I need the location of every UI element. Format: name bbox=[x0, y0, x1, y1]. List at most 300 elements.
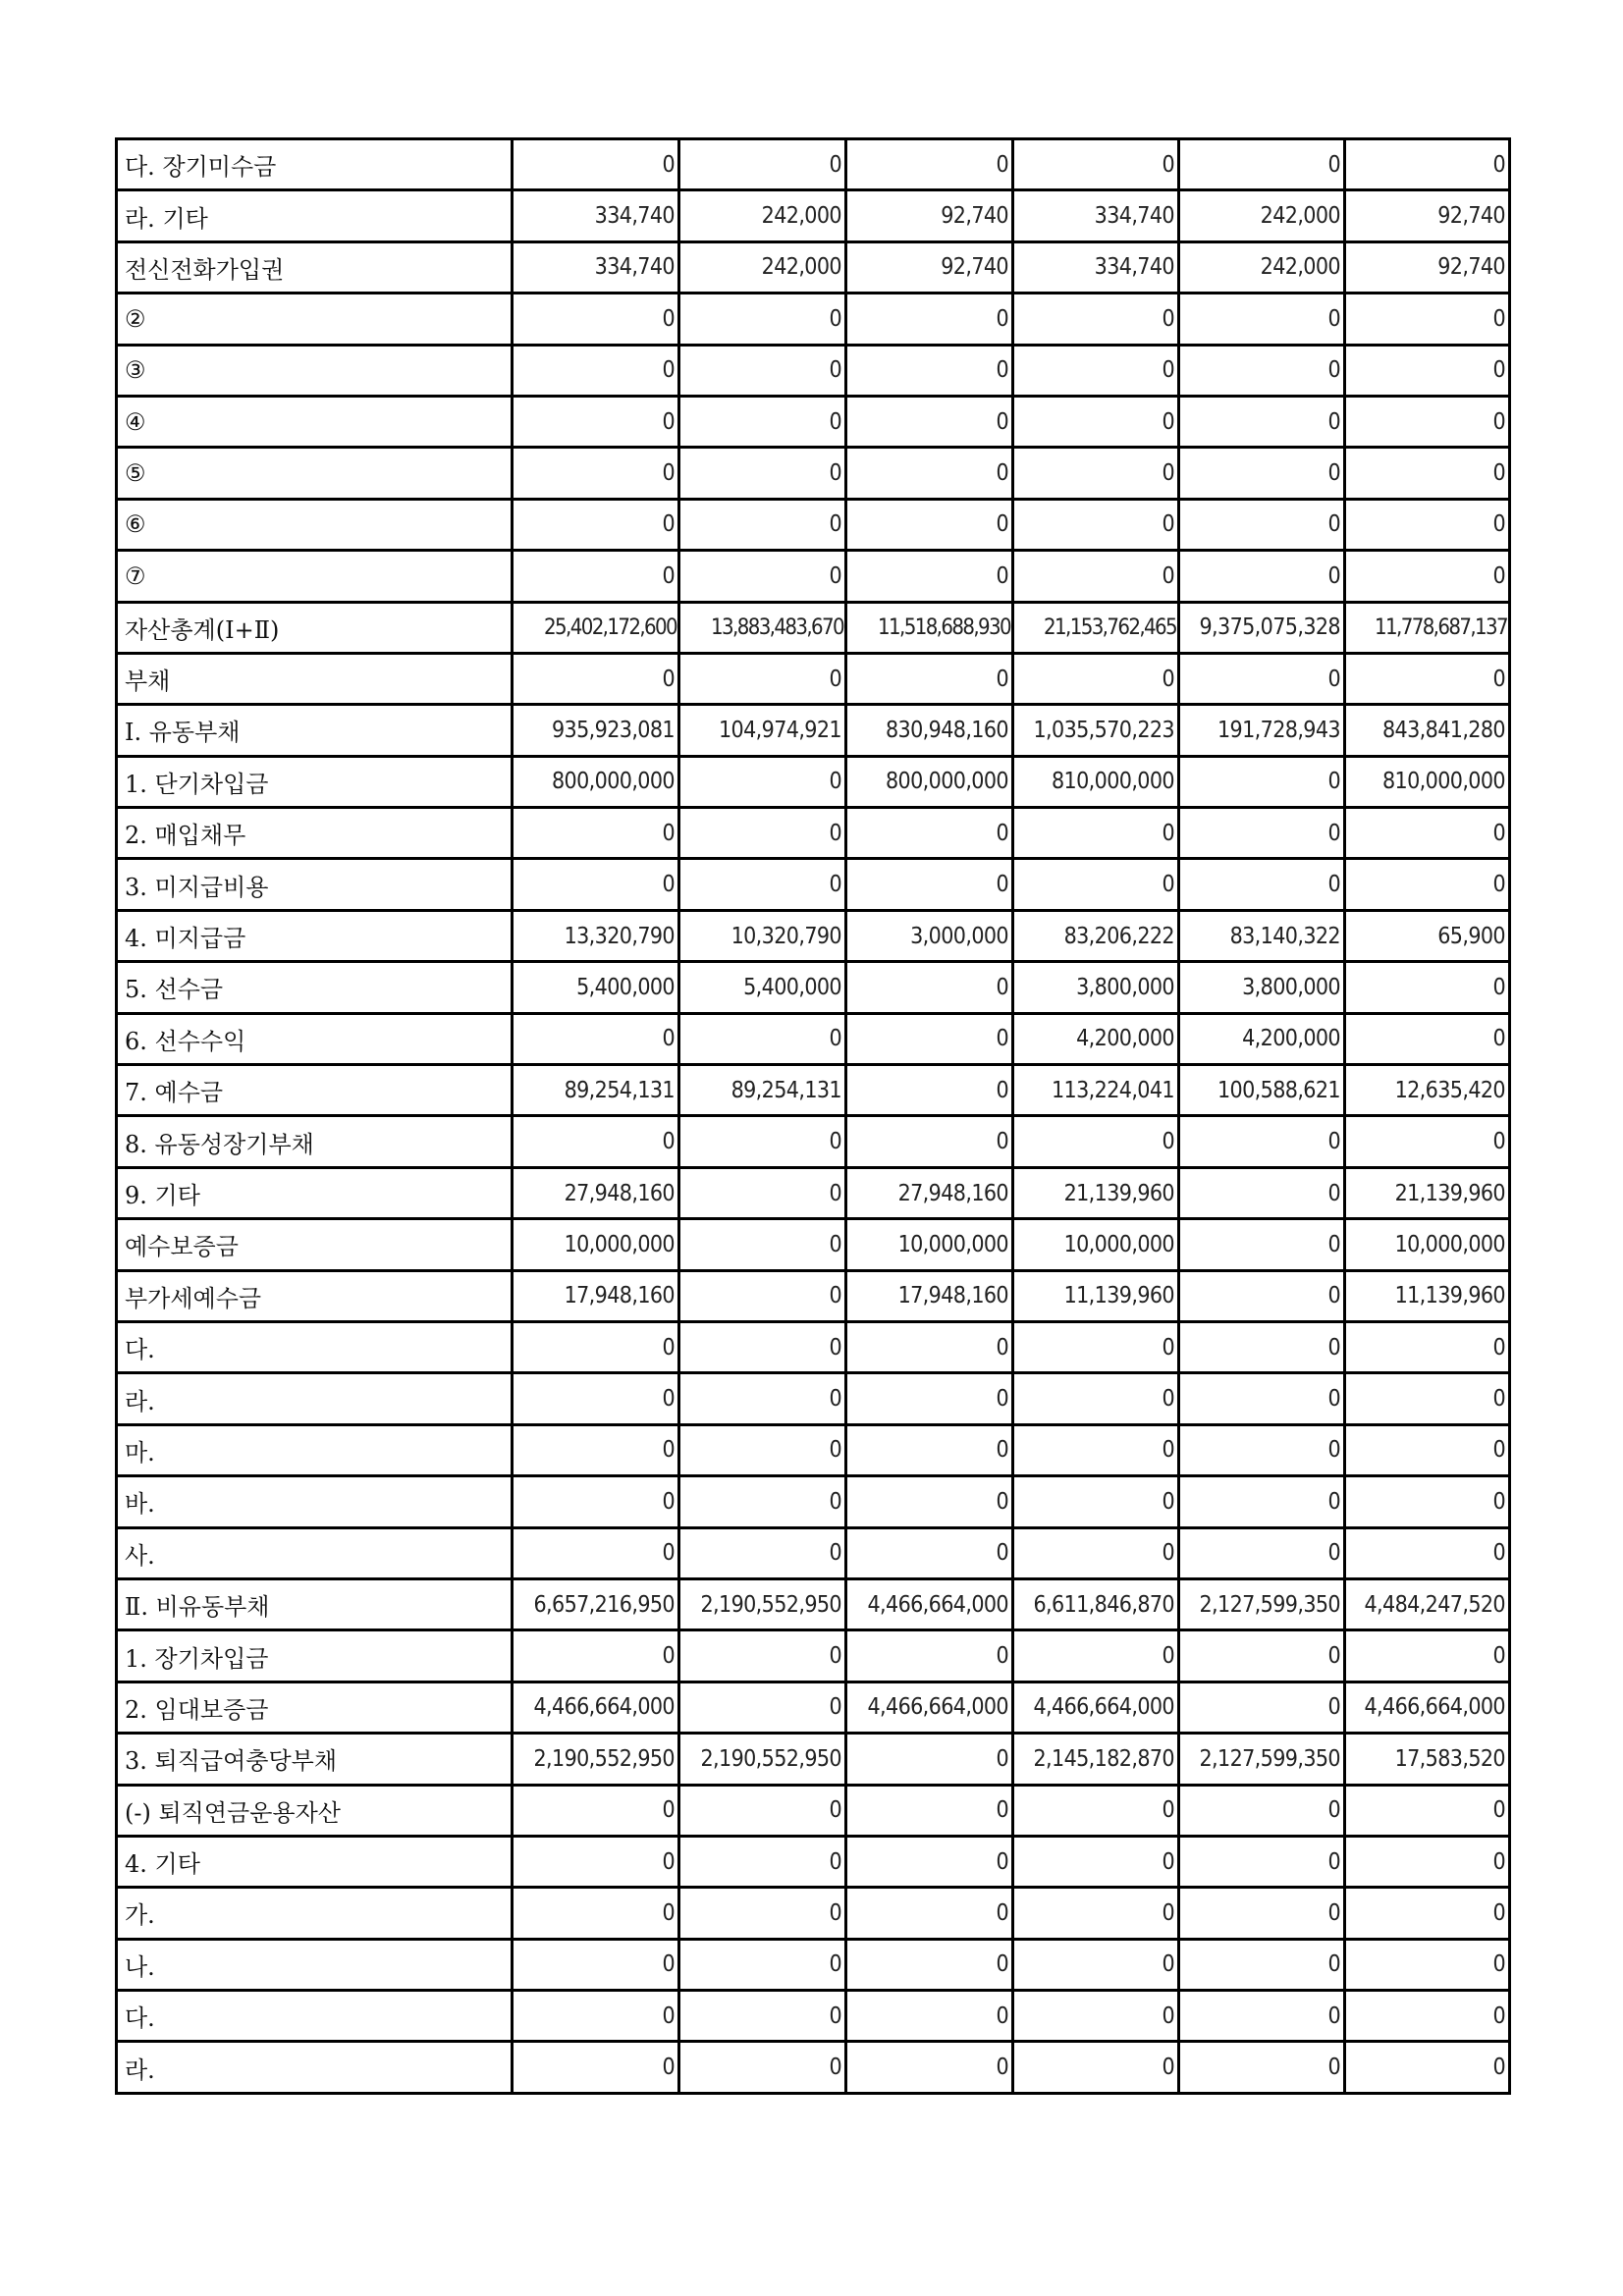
value-cell: 17,948,160 bbox=[846, 1270, 1013, 1321]
value-cell: 0 bbox=[679, 1682, 846, 1733]
value-cell: 0 bbox=[1013, 551, 1179, 602]
value-cell: 0 bbox=[1345, 448, 1510, 499]
value-cell: 0 bbox=[1013, 499, 1179, 550]
row-label: 3. 퇴직급여충당부채 bbox=[117, 1734, 513, 1785]
value-cell: 0 bbox=[1179, 653, 1345, 704]
value-cell: 0 bbox=[1013, 139, 1179, 190]
value-cell: 1,035,570,223 bbox=[1013, 705, 1179, 756]
value-cell: 0 bbox=[513, 1991, 679, 2042]
table-row bbox=[117, 1219, 1510, 1270]
value-cell: 0 bbox=[679, 1116, 846, 1167]
table-row bbox=[117, 1270, 1510, 1321]
value-cell: 0 bbox=[679, 1270, 846, 1321]
value-cell: 2,190,552,950 bbox=[513, 1734, 679, 1785]
value-cell: 0 bbox=[1345, 2042, 1510, 2093]
value-cell: 0 bbox=[513, 808, 679, 859]
value-cell: 0 bbox=[846, 1939, 1013, 1990]
row-label: 1. 장기차입금 bbox=[117, 1630, 513, 1682]
value-cell: 2,145,182,870 bbox=[1013, 1734, 1179, 1785]
value-cell: 100,588,621 bbox=[1179, 1065, 1345, 1116]
value-cell: 65,900 bbox=[1345, 910, 1510, 961]
value-cell: 0 bbox=[846, 1476, 1013, 1527]
table-row bbox=[117, 910, 1510, 961]
table-row bbox=[117, 1888, 1510, 1939]
value-cell: 0 bbox=[1179, 499, 1345, 550]
value-cell: 4,466,664,000 bbox=[846, 1682, 1013, 1733]
row-label: 전신전화가입권 bbox=[117, 241, 513, 293]
value-cell: 0 bbox=[1013, 345, 1179, 396]
table-row bbox=[117, 1373, 1510, 1424]
value-cell: 0 bbox=[1345, 962, 1510, 1013]
value-cell: 0 bbox=[513, 859, 679, 910]
value-cell: 0 bbox=[1345, 1373, 1510, 1424]
row-label: 자산총계(Ⅰ+Ⅱ) bbox=[117, 602, 513, 653]
value-cell: 0 bbox=[846, 1630, 1013, 1682]
row-label: 3. 미지급비용 bbox=[117, 859, 513, 910]
balance-sheet-table bbox=[115, 137, 1511, 2095]
value-cell: 0 bbox=[1013, 808, 1179, 859]
value-cell: 0 bbox=[679, 1424, 846, 1475]
value-cell: 104,974,921 bbox=[679, 705, 846, 756]
value-cell: 0 bbox=[1345, 808, 1510, 859]
value-cell: 0 bbox=[513, 1116, 679, 1167]
value-cell: 843,841,280 bbox=[1345, 705, 1510, 756]
value-cell: 0 bbox=[1179, 345, 1345, 396]
value-cell: 0 bbox=[1345, 499, 1510, 550]
value-cell: 0 bbox=[513, 345, 679, 396]
value-cell: 0 bbox=[846, 294, 1013, 345]
row-label: Ⅱ. 비유동부채 bbox=[117, 1578, 513, 1629]
value-cell: 0 bbox=[679, 756, 846, 807]
row-label: 8. 유동성장기부채 bbox=[117, 1116, 513, 1167]
row-label: 1. 단기차입금 bbox=[117, 756, 513, 807]
value-cell: 3,800,000 bbox=[1179, 962, 1345, 1013]
value-cell: 830,948,160 bbox=[846, 705, 1013, 756]
value-cell: 191,728,943 bbox=[1179, 705, 1345, 756]
row-label: 다. bbox=[117, 1321, 513, 1372]
value-cell: 0 bbox=[1345, 396, 1510, 447]
value-cell: 0 bbox=[679, 1836, 846, 1887]
value-cell: 0 bbox=[846, 962, 1013, 1013]
table-row bbox=[117, 396, 1510, 447]
value-cell: 0 bbox=[1345, 139, 1510, 190]
value-cell: 0 bbox=[1179, 448, 1345, 499]
value-cell: 0 bbox=[679, 859, 846, 910]
value-cell: 0 bbox=[679, 396, 846, 447]
value-cell: 92,740 bbox=[1345, 241, 1510, 293]
row-label: 나. bbox=[117, 1939, 513, 1990]
value-cell: 0 bbox=[513, 1630, 679, 1682]
value-cell: 0 bbox=[846, 1991, 1013, 2042]
value-cell: 0 bbox=[1013, 396, 1179, 447]
row-label: 9. 기타 bbox=[117, 1167, 513, 1218]
value-cell: 0 bbox=[846, 551, 1013, 602]
value-cell: 0 bbox=[846, 653, 1013, 704]
value-cell: 0 bbox=[846, 396, 1013, 447]
value-cell: 0 bbox=[513, 1321, 679, 1372]
table-row bbox=[117, 1991, 1510, 2042]
value-cell: 242,000 bbox=[679, 190, 846, 241]
value-cell: 0 bbox=[1345, 1424, 1510, 1475]
value-cell: 0 bbox=[1013, 653, 1179, 704]
value-cell: 11,139,960 bbox=[1345, 1270, 1510, 1321]
value-cell: 0 bbox=[1013, 1785, 1179, 1836]
value-cell: 10,000,000 bbox=[1013, 1219, 1179, 1270]
table-row bbox=[117, 1424, 1510, 1475]
value-cell: 0 bbox=[679, 1785, 846, 1836]
row-label: ④ bbox=[117, 396, 513, 447]
value-cell: 0 bbox=[846, 1373, 1013, 1424]
value-cell: 0 bbox=[1345, 1630, 1510, 1682]
value-cell: 0 bbox=[846, 1836, 1013, 1887]
value-cell: 0 bbox=[679, 1527, 846, 1578]
value-cell: 4,466,664,000 bbox=[1013, 1682, 1179, 1733]
value-cell: 0 bbox=[1179, 139, 1345, 190]
value-cell: 0 bbox=[679, 1991, 846, 2042]
table-row bbox=[117, 241, 1510, 293]
value-cell: 0 bbox=[679, 1013, 846, 1064]
value-cell: 0 bbox=[846, 1785, 1013, 1836]
value-cell: 0 bbox=[679, 2042, 846, 2093]
table-row bbox=[117, 1734, 1510, 1785]
row-label: 부채 bbox=[117, 653, 513, 704]
value-cell: 92,740 bbox=[846, 190, 1013, 241]
value-cell: 2,127,599,350 bbox=[1179, 1734, 1345, 1785]
row-label: 라. bbox=[117, 1373, 513, 1424]
value-cell: 0 bbox=[1345, 1321, 1510, 1372]
table-row bbox=[117, 1785, 1510, 1836]
table-row bbox=[117, 1939, 1510, 1990]
row-label: Ⅰ. 유동부채 bbox=[117, 705, 513, 756]
value-cell: 0 bbox=[679, 1219, 846, 1270]
value-cell: 0 bbox=[846, 139, 1013, 190]
value-cell: 0 bbox=[1179, 1991, 1345, 2042]
value-cell: 0 bbox=[846, 1013, 1013, 1064]
row-label: 라. 기타 bbox=[117, 190, 513, 241]
row-label: 2. 매입채무 bbox=[117, 808, 513, 859]
value-cell: 0 bbox=[1179, 1785, 1345, 1836]
value-cell: 2,127,599,350 bbox=[1179, 1578, 1345, 1629]
value-cell: 27,948,160 bbox=[846, 1167, 1013, 1218]
value-cell: 0 bbox=[679, 1476, 846, 1527]
value-cell: 0 bbox=[846, 1116, 1013, 1167]
row-label: 7. 예수금 bbox=[117, 1065, 513, 1116]
value-cell: 0 bbox=[679, 653, 846, 704]
table-row bbox=[117, 1116, 1510, 1167]
value-cell: 0 bbox=[1013, 1373, 1179, 1424]
value-cell: 10,000,000 bbox=[1345, 1219, 1510, 1270]
value-cell: 0 bbox=[1345, 859, 1510, 910]
value-cell: 0 bbox=[1179, 2042, 1345, 2093]
value-cell: 0 bbox=[679, 345, 846, 396]
row-label: 라. bbox=[117, 2042, 513, 2093]
value-cell: 0 bbox=[846, 1065, 1013, 1116]
value-cell: 4,466,664,000 bbox=[846, 1578, 1013, 1629]
value-cell: 0 bbox=[513, 1939, 679, 1990]
value-cell: 21,139,960 bbox=[1013, 1167, 1179, 1218]
value-cell: 0 bbox=[1345, 551, 1510, 602]
value-cell: 0 bbox=[679, 1167, 846, 1218]
value-cell: 13,320,790 bbox=[513, 910, 679, 961]
value-cell: 10,000,000 bbox=[846, 1219, 1013, 1270]
value-cell: 6,611,846,870 bbox=[1013, 1578, 1179, 1629]
value-cell: 334,740 bbox=[1013, 190, 1179, 241]
table-row bbox=[117, 1013, 1510, 1064]
row-label: 5. 선수금 bbox=[117, 962, 513, 1013]
value-cell: 17,948,160 bbox=[513, 1270, 679, 1321]
value-cell: 800,000,000 bbox=[846, 756, 1013, 807]
value-cell: 0 bbox=[1179, 1116, 1345, 1167]
value-cell: 0 bbox=[513, 1785, 679, 1836]
row-label: 다. bbox=[117, 1991, 513, 2042]
value-cell: 5,400,000 bbox=[513, 962, 679, 1013]
row-label: 4. 기타 bbox=[117, 1836, 513, 1887]
table-row bbox=[117, 1321, 1510, 1372]
value-cell: 810,000,000 bbox=[1345, 756, 1510, 807]
value-cell: 4,466,664,000 bbox=[1345, 1682, 1510, 1733]
value-cell: 242,000 bbox=[679, 241, 846, 293]
table-row bbox=[117, 1630, 1510, 1682]
row-label: 부가세예수금 bbox=[117, 1270, 513, 1321]
value-cell: 4,484,247,520 bbox=[1345, 1578, 1510, 1629]
value-cell: 0 bbox=[1179, 1219, 1345, 1270]
value-cell: 17,583,520 bbox=[1345, 1734, 1510, 1785]
row-label: 가. bbox=[117, 1888, 513, 1939]
value-cell: 4,466,664,000 bbox=[513, 1682, 679, 1733]
row-label: 4. 미지급금 bbox=[117, 910, 513, 961]
value-cell: 0 bbox=[513, 1527, 679, 1578]
table-row bbox=[117, 190, 1510, 241]
value-cell: 92,740 bbox=[1345, 190, 1510, 241]
value-cell: 0 bbox=[513, 139, 679, 190]
table-row bbox=[117, 345, 1510, 396]
value-cell: 10,320,790 bbox=[679, 910, 846, 961]
value-cell: 0 bbox=[1345, 345, 1510, 396]
value-cell: 89,254,131 bbox=[679, 1065, 846, 1116]
value-cell: 0 bbox=[1179, 294, 1345, 345]
table-row bbox=[117, 294, 1510, 345]
value-cell: 0 bbox=[1179, 808, 1345, 859]
value-cell: 0 bbox=[846, 1888, 1013, 1939]
value-cell: 0 bbox=[846, 1527, 1013, 1578]
row-label: ⑥ bbox=[117, 499, 513, 550]
value-cell: 0 bbox=[1013, 1527, 1179, 1578]
table-row bbox=[117, 756, 1510, 807]
row-label: 사. bbox=[117, 1527, 513, 1578]
value-cell: 0 bbox=[1013, 448, 1179, 499]
value-cell: 0 bbox=[1179, 756, 1345, 807]
value-cell: 0 bbox=[1345, 294, 1510, 345]
value-cell: 0 bbox=[513, 294, 679, 345]
value-cell: 0 bbox=[846, 1321, 1013, 1372]
value-cell: 0 bbox=[679, 1321, 846, 1372]
value-cell: 83,206,222 bbox=[1013, 910, 1179, 961]
value-cell: 3,000,000 bbox=[846, 910, 1013, 961]
table-row bbox=[117, 808, 1510, 859]
value-cell: 0 bbox=[1013, 1630, 1179, 1682]
value-cell: 0 bbox=[846, 808, 1013, 859]
value-cell: 0 bbox=[1179, 1476, 1345, 1527]
table-row bbox=[117, 139, 1510, 190]
value-cell: 0 bbox=[679, 139, 846, 190]
table-row bbox=[117, 1836, 1510, 1887]
table-row bbox=[117, 448, 1510, 499]
value-cell: 0 bbox=[1179, 1888, 1345, 1939]
value-cell: 5,400,000 bbox=[679, 962, 846, 1013]
value-cell: 0 bbox=[846, 1734, 1013, 1785]
table-row bbox=[117, 602, 1510, 653]
value-cell: 0 bbox=[1179, 1939, 1345, 1990]
value-cell: 4,200,000 bbox=[1013, 1013, 1179, 1064]
row-label: 바. bbox=[117, 1476, 513, 1527]
value-cell: 0 bbox=[846, 1424, 1013, 1475]
value-cell: 0 bbox=[1179, 1630, 1345, 1682]
value-cell: 89,254,131 bbox=[513, 1065, 679, 1116]
value-cell: 21,153,762,465 bbox=[1013, 602, 1179, 653]
value-cell: 0 bbox=[1345, 1116, 1510, 1167]
value-cell: 242,000 bbox=[1179, 190, 1345, 241]
value-cell: 0 bbox=[1179, 1682, 1345, 1733]
table-row bbox=[117, 2042, 1510, 2093]
value-cell: 0 bbox=[846, 499, 1013, 550]
value-cell: 2,190,552,950 bbox=[679, 1578, 846, 1629]
value-cell: 0 bbox=[679, 1939, 846, 1990]
table-row bbox=[117, 705, 1510, 756]
value-cell: 242,000 bbox=[1179, 241, 1345, 293]
value-cell: 0 bbox=[1179, 1167, 1345, 1218]
value-cell: 0 bbox=[1179, 1836, 1345, 1887]
table-row bbox=[117, 499, 1510, 550]
value-cell: 0 bbox=[513, 1888, 679, 1939]
value-cell: 0 bbox=[679, 1630, 846, 1682]
value-cell: 0 bbox=[1345, 653, 1510, 704]
value-cell: 2,190,552,950 bbox=[679, 1734, 846, 1785]
value-cell: 11,139,960 bbox=[1013, 1270, 1179, 1321]
value-cell: 0 bbox=[1179, 396, 1345, 447]
row-label: ② bbox=[117, 294, 513, 345]
row-label: ⑦ bbox=[117, 551, 513, 602]
row-label: ③ bbox=[117, 345, 513, 396]
value-cell: 92,740 bbox=[846, 241, 1013, 293]
value-cell: 0 bbox=[1013, 1836, 1179, 1887]
value-cell: 3,800,000 bbox=[1013, 962, 1179, 1013]
value-cell: 334,740 bbox=[513, 190, 679, 241]
value-cell: 334,740 bbox=[1013, 241, 1179, 293]
row-label: ⑤ bbox=[117, 448, 513, 499]
value-cell: 0 bbox=[513, 448, 679, 499]
value-cell: 0 bbox=[513, 1373, 679, 1424]
value-cell: 10,000,000 bbox=[513, 1219, 679, 1270]
value-cell: 0 bbox=[1013, 1321, 1179, 1372]
value-cell: 0 bbox=[1345, 1476, 1510, 1527]
value-cell: 0 bbox=[1013, 1991, 1179, 2042]
value-cell: 0 bbox=[1179, 859, 1345, 910]
value-cell: 12,635,420 bbox=[1345, 1065, 1510, 1116]
value-cell: 0 bbox=[679, 1888, 846, 1939]
value-cell: 25,402,172,600 bbox=[513, 602, 679, 653]
value-cell: 334,740 bbox=[513, 241, 679, 293]
table-row bbox=[117, 859, 1510, 910]
value-cell: 4,200,000 bbox=[1179, 1013, 1345, 1064]
value-cell: 0 bbox=[513, 1476, 679, 1527]
value-cell: 0 bbox=[1013, 294, 1179, 345]
value-cell: 0 bbox=[513, 1836, 679, 1887]
value-cell: 0 bbox=[1013, 859, 1179, 910]
value-cell: 0 bbox=[1179, 1270, 1345, 1321]
value-cell: 0 bbox=[1179, 1527, 1345, 1578]
table-row bbox=[117, 962, 1510, 1013]
value-cell: 0 bbox=[1179, 551, 1345, 602]
value-cell: 0 bbox=[1013, 1939, 1179, 1990]
value-cell: 11,518,688,930 bbox=[846, 602, 1013, 653]
table-body bbox=[117, 139, 1510, 2094]
value-cell: 9,375,075,328 bbox=[1179, 602, 1345, 653]
row-label: (-) 퇴직연금운용자산 bbox=[117, 1785, 513, 1836]
value-cell: 0 bbox=[1013, 1888, 1179, 1939]
value-cell: 0 bbox=[1013, 1424, 1179, 1475]
value-cell: 0 bbox=[1013, 1116, 1179, 1167]
table-row bbox=[117, 1527, 1510, 1578]
table-row bbox=[117, 1167, 1510, 1218]
table-row bbox=[117, 1682, 1510, 1733]
value-cell: 0 bbox=[679, 1373, 846, 1424]
value-cell: 0 bbox=[1345, 1888, 1510, 1939]
table-row bbox=[117, 1065, 1510, 1116]
value-cell: 0 bbox=[1345, 1785, 1510, 1836]
row-label: 마. bbox=[117, 1424, 513, 1475]
value-cell: 0 bbox=[846, 448, 1013, 499]
value-cell: 935,923,081 bbox=[513, 705, 679, 756]
value-cell: 0 bbox=[513, 1013, 679, 1064]
value-cell: 0 bbox=[513, 2042, 679, 2093]
value-cell: 21,139,960 bbox=[1345, 1167, 1510, 1218]
value-cell: 0 bbox=[1179, 1321, 1345, 1372]
value-cell: 0 bbox=[679, 808, 846, 859]
row-label: 예수보증금 bbox=[117, 1219, 513, 1270]
row-label: 6. 선수수익 bbox=[117, 1013, 513, 1064]
row-label: 2. 임대보증금 bbox=[117, 1682, 513, 1733]
value-cell: 27,948,160 bbox=[513, 1167, 679, 1218]
value-cell: 0 bbox=[1013, 1476, 1179, 1527]
value-cell: 6,657,216,950 bbox=[513, 1578, 679, 1629]
value-cell: 810,000,000 bbox=[1013, 756, 1179, 807]
value-cell: 0 bbox=[1345, 1527, 1510, 1578]
row-label: 다. 장기미수금 bbox=[117, 139, 513, 190]
value-cell: 0 bbox=[846, 2042, 1013, 2093]
value-cell: 0 bbox=[679, 499, 846, 550]
value-cell: 0 bbox=[1345, 1013, 1510, 1064]
value-cell: 0 bbox=[513, 499, 679, 550]
value-cell: 0 bbox=[1345, 1991, 1510, 2042]
value-cell: 0 bbox=[513, 396, 679, 447]
value-cell: 113,224,041 bbox=[1013, 1065, 1179, 1116]
table-row bbox=[117, 1578, 1510, 1629]
value-cell: 11,778,687,137 bbox=[1345, 602, 1510, 653]
table-row bbox=[117, 653, 1510, 704]
value-cell: 0 bbox=[1179, 1373, 1345, 1424]
value-cell: 800,000,000 bbox=[513, 756, 679, 807]
value-cell: 0 bbox=[846, 859, 1013, 910]
value-cell: 13,883,483,670 bbox=[679, 602, 846, 653]
value-cell: 0 bbox=[513, 1424, 679, 1475]
value-cell: 0 bbox=[679, 294, 846, 345]
value-cell: 0 bbox=[1179, 1424, 1345, 1475]
value-cell: 0 bbox=[679, 551, 846, 602]
value-cell: 0 bbox=[846, 345, 1013, 396]
value-cell: 0 bbox=[513, 653, 679, 704]
value-cell: 0 bbox=[1345, 1939, 1510, 1990]
table-row bbox=[117, 551, 1510, 602]
